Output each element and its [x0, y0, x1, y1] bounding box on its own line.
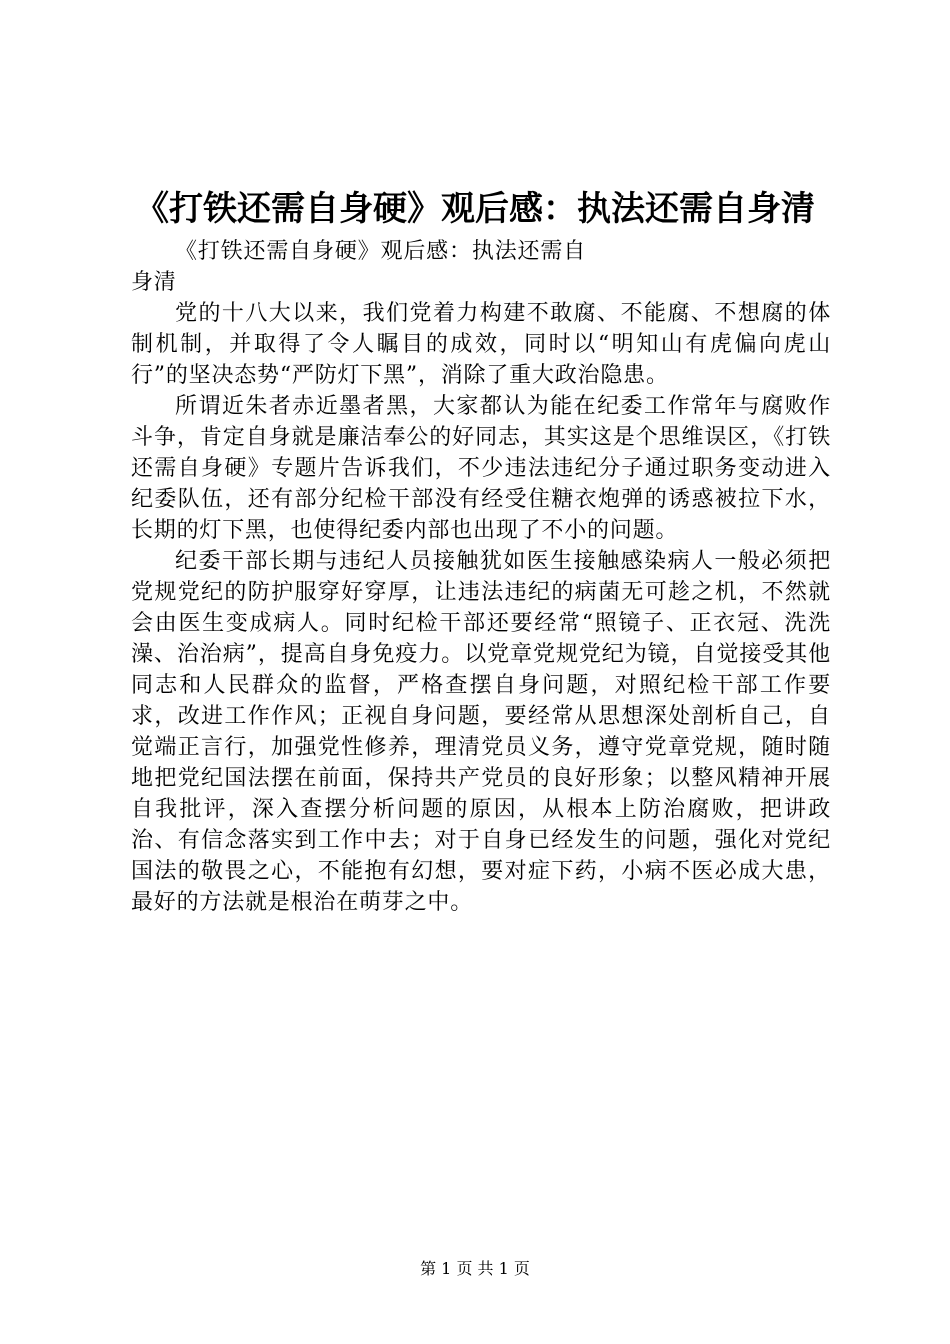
paragraph-2: 所谓近朱者赤近墨者黑，大家都认为能在纪委工作常年与腐败作斗争，肯定自身就是廉洁奉公的好同志，其实这是个思维误区，《打铁还需自身硬》专题片告诉我们，不少违法违纪分子通过职务变动进入纪委队伍，还有部分纪检干部没有经受住糖衣炮弹的诱惑被拉下水，长期的灯下黑，也使得纪委内部也出现了不小的问题。: [131, 394, 831, 543]
page-title: 《打铁还需自身硬》观后感：执法还需自身清: [135, 189, 815, 229]
document-subtitle: 《打铁还需自身硬》观后感：执法还需自身清: [131, 239, 586, 295]
page-footer: 第 1 页 共 1 页: [420, 1259, 530, 1278]
document-body: [131, 236, 831, 918]
paragraph-1: 党的十八大以来，我们党着力构建不敢腐、不能腐、不想腐的体制机制，并取得了令人瞩目的成效，同时以“明知山有虎偏向虎山行”的坚决态势“严防灯下黑”，消除了重大政治隐患。: [131, 301, 831, 388]
paragraph-3: 纪委干部长期与违纪人员接触犹如医生接触感染病人一般必须把党规党纪的防护服穿好穿厚，让违法违纪的病菌无可趁之机，不然就会由医生变成病人。同时纪检干部还要经常“照镜子、正衣冠、洗洗澡、治治病”，提高自身免疫力。以党章党规党纪为镜，自觉接受其他同志和人民群众的监督，严格查摆自身问题，对照纪检干部工作要求，改进工作作风；正视自身问题，要经常从思想深处剖析自己，自觉端正言行，加强党性修养，理清党员义务，遵守党章党规，随时随地把党纪国法摆在前面，保持共产党员的良好形象；以整风精神开展自我批评，深入查摆分析问题的原因，从根本上防治腐败，把讲政治、有信念落实到工作中去；对于自身已经发生的问题，强化对党纪国法的敬畏之心，不能抱有幻想，要对症下药，小病不医必成大患，最好的方法就是根治在萌芽之中。: [131, 549, 831, 915]
